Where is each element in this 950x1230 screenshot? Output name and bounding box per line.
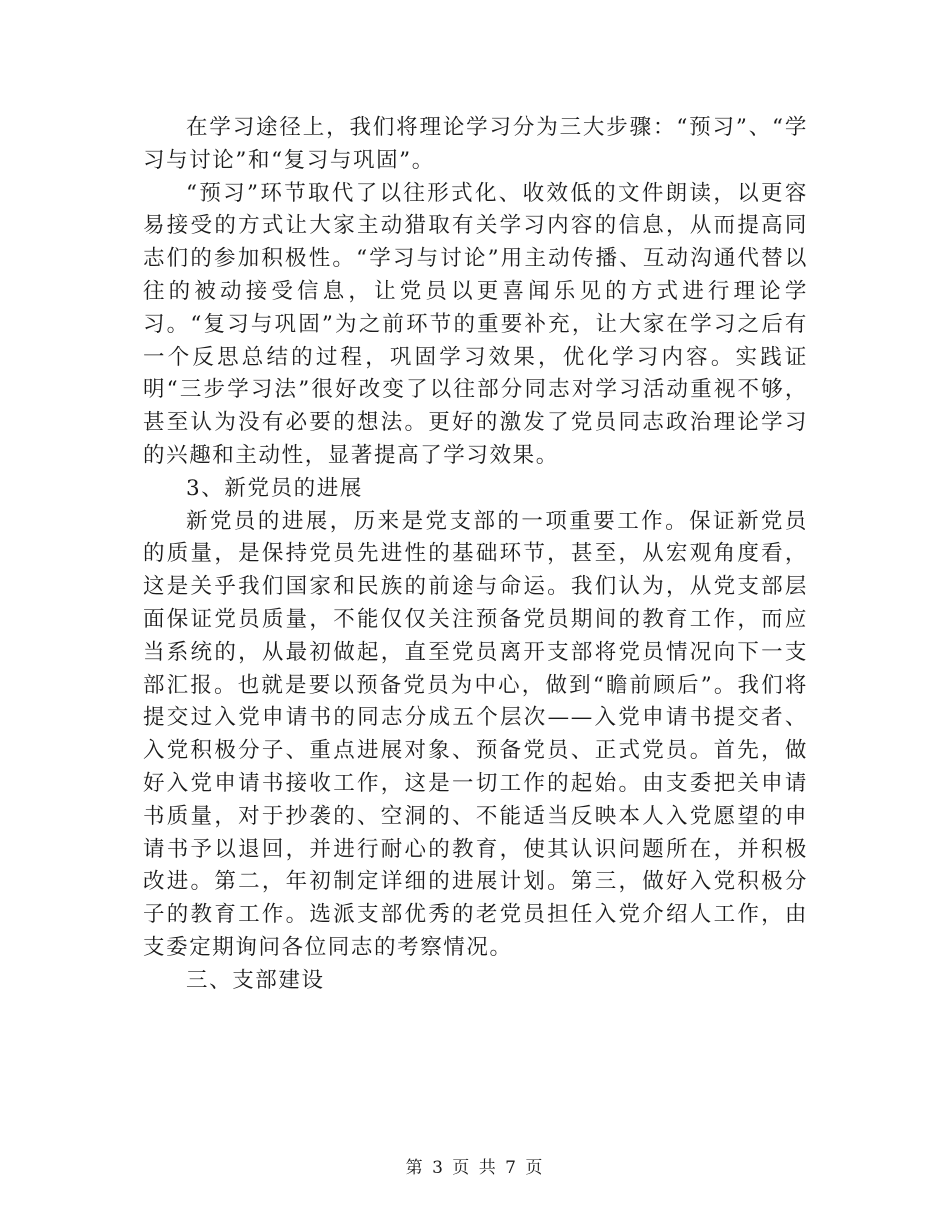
section-heading-branch-building: 三、支部建设 [186, 967, 325, 993]
paragraph-new-member-development: 新党员的进展，历来是党支部的一项重要工作。保证新党员的质量，是保持党员先进性的基础环节，甚至，从宏观角度看，这是关乎我们国家和民族的前途与命运。我们认为，从党支部层面保证党员质量，不能仅仅关注预备党员期间的教育工作，而应当系统的，从最初做起，直至党员离开支部将党员情况向下一支部汇报。也就是要以预备党员为中心，做到“瞻前顾后”。我们将提交过入党申请书的同志分成五个层次——入党申请书提交者、入党积极分子、重点进展对象、预备党员、正式党员。首先，做好入党申请书接收工作，这是一切工作的起始。由支委把关申请书质量，对于抄袭的、空洞的、不能适当反映本人入党愿望的申请书予以退回，并进行耐心的教育，使其认识问题所在，并积极改进。第二，年初制定详细的进展计划。第三，做好入党积极分子的教育工作。选派支部优秀的老党员担任入党介绍人工作，由支委定期询问各位同志的考察情况。 [143, 508, 808, 960]
page-number-footer: 第 3 页 共 7 页 [405, 1158, 545, 1178]
paragraph-study-approach: 在学习途径上，我们将理论学习分为三大步骤：“预习”、“学习与讨论”和“复习与巩固”。 [143, 115, 808, 173]
paragraph-three-step-method: “预习”环节取代了以往形式化、收效低的文件朗读，以更容易接受的方式让大家主动猎取有关学习内容的信息，从而提高同志们的参加积极性。“学习与讨论”用主动传播、互动沟通代替以往的被动接受信息，让党员以更喜闻乐见的方式进行理论学习。“复习与巩固”为之前环节的重要补充，让大家在学习之后有一个反思总结的过程，巩固学习效果，优化学习内容。实践证明“三步学习法”很好改变了以往部分同志对学习活动重视不够，甚至认为没有必要的想法。更好的激发了党员同志政治理论学习的兴趣和主动性，显著提高了学习效果。 [143, 180, 808, 468]
document-body [143, 112, 808, 998]
section-heading-new-members: 3、新党员的进展 [186, 475, 363, 501]
